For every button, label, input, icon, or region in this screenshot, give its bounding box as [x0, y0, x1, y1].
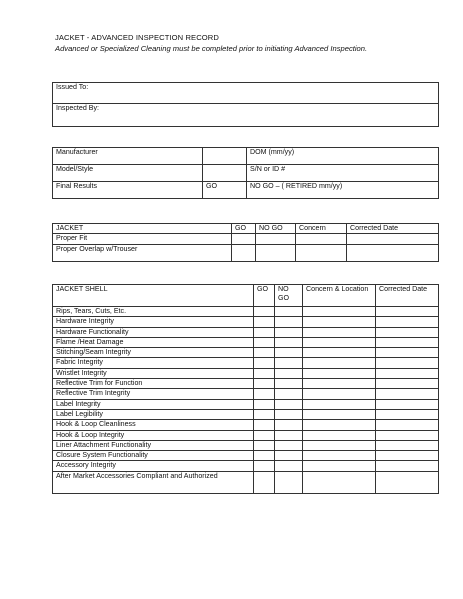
concern-cell[interactable] — [303, 317, 376, 327]
shell-row-label: Reflective Trim Integrity — [53, 389, 254, 399]
nogo-cell[interactable] — [275, 317, 303, 327]
concern-cell[interactable] — [303, 471, 376, 493]
concern-cell[interactable] — [296, 234, 347, 245]
table-row — [53, 420, 439, 430]
nogo-cell[interactable] — [275, 399, 303, 409]
final-go-label[interactable]: GO — [203, 182, 247, 199]
table-row — [53, 337, 439, 347]
concern-cell[interactable] — [303, 409, 376, 419]
table-row — [53, 461, 439, 471]
table-row — [53, 430, 439, 440]
table-row — [53, 348, 439, 358]
concern-cell[interactable] — [303, 337, 376, 347]
shell-header-go: GO — [254, 285, 275, 307]
nogo-cell[interactable] — [256, 234, 296, 245]
shell-header-corrected: Corrected Date — [376, 285, 439, 307]
corrected-cell[interactable] — [376, 399, 439, 409]
nogo-cell[interactable] — [275, 368, 303, 378]
nogo-cell[interactable] — [275, 389, 303, 399]
shell-table — [52, 284, 439, 494]
final-results-label: Final Results — [53, 182, 203, 199]
go-cell[interactable] — [254, 307, 275, 317]
shell-table-body — [53, 307, 439, 494]
shell-row-label: After Market Accessories Compliant and Authorized — [53, 471, 254, 493]
nogo-cell[interactable] — [275, 337, 303, 347]
table-row — [53, 399, 439, 409]
table-row — [53, 234, 439, 245]
shell-row-label: Wristlet Integrity — [53, 368, 254, 378]
table-row — [53, 451, 439, 461]
corrected-cell[interactable] — [347, 245, 439, 262]
issued-to-label: Issued To: — [56, 83, 89, 91]
concern-cell[interactable] — [303, 358, 376, 368]
issue-table — [52, 82, 439, 127]
shell-header-concern: Concern & Location — [303, 285, 376, 307]
concern-cell[interactable] — [303, 348, 376, 358]
corrected-cell[interactable] — [376, 348, 439, 358]
corrected-cell[interactable] — [376, 327, 439, 337]
shell-row-label: Reflective Trim for Function — [53, 379, 254, 389]
table-row — [53, 471, 439, 493]
go-cell[interactable] — [254, 430, 275, 440]
corrected-cell[interactable] — [347, 234, 439, 245]
shell-row-label: Stitching/Seam Integrity — [53, 348, 254, 358]
concern-cell[interactable] — [303, 327, 376, 337]
shell-row-label: Hardware Functionality — [53, 327, 254, 337]
jacket-row-label: Proper Overlap w/Trouser — [53, 245, 232, 262]
go-cell[interactable] — [254, 337, 275, 347]
jacket-row-label: Proper Fit — [53, 234, 232, 245]
shell-row-label: Accessory Integrity — [53, 461, 254, 471]
nogo-cell[interactable] — [275, 327, 303, 337]
table-row — [53, 317, 439, 327]
jacket-header-concern: Concern — [296, 224, 347, 234]
info-table — [52, 147, 439, 199]
shell-row-label: Hook & Loop Integrity — [53, 430, 254, 440]
dom-label: DOM (mm/yy) — [247, 148, 439, 165]
issued-to-cell[interactable] — [53, 83, 439, 104]
page-subtitle: Advanced or Specialized Cleaning must be completed prior to initiating Advanced Inspection. — [55, 44, 368, 53]
jacket-header-corrected: Corrected Date — [347, 224, 439, 234]
go-cell[interactable] — [254, 451, 275, 461]
concern-cell[interactable] — [303, 307, 376, 317]
final-nogo-label[interactable]: NO GO – ( RETIRED mm/yy) — [247, 182, 439, 199]
shell-row-label: Closure System Functionality — [53, 451, 254, 461]
go-cell[interactable] — [232, 245, 256, 262]
go-cell[interactable] — [254, 389, 275, 399]
concern-cell[interactable] — [303, 399, 376, 409]
corrected-cell[interactable] — [376, 337, 439, 347]
corrected-cell[interactable] — [376, 430, 439, 440]
nogo-cell[interactable] — [275, 379, 303, 389]
shell-row-label: Hook & Loop Cleanliness — [53, 420, 254, 430]
go-cell[interactable] — [254, 409, 275, 419]
go-cell[interactable] — [254, 348, 275, 358]
nogo-cell[interactable] — [275, 409, 303, 419]
shell-row-label: Label Legibility — [53, 409, 254, 419]
nogo-cell[interactable] — [275, 471, 303, 493]
go-cell[interactable] — [254, 461, 275, 471]
go-cell[interactable] — [254, 399, 275, 409]
table-row — [53, 389, 439, 399]
go-cell[interactable] — [254, 379, 275, 389]
concern-cell[interactable] — [303, 389, 376, 399]
nogo-cell[interactable] — [275, 307, 303, 317]
nogo-cell[interactable] — [275, 440, 303, 450]
concern-cell[interactable] — [303, 461, 376, 471]
concern-cell[interactable] — [303, 420, 376, 430]
table-row — [53, 440, 439, 450]
go-cell[interactable] — [232, 234, 256, 245]
concern-cell[interactable] — [303, 368, 376, 378]
inspected-by-cell[interactable] — [53, 104, 439, 127]
go-cell[interactable] — [254, 420, 275, 430]
go-cell[interactable] — [254, 440, 275, 450]
jacket-table — [52, 223, 439, 262]
concern-cell[interactable] — [303, 430, 376, 440]
table-row — [53, 358, 439, 368]
nogo-cell[interactable] — [275, 358, 303, 368]
corrected-cell[interactable] — [376, 471, 439, 493]
go-cell[interactable] — [254, 317, 275, 327]
jacket-header-nogo: NO GO — [256, 224, 296, 234]
corrected-cell[interactable] — [376, 379, 439, 389]
nogo-cell[interactable] — [275, 451, 303, 461]
table-row — [53, 327, 439, 337]
sn-label: S/N or ID # — [247, 165, 439, 182]
table-row — [53, 368, 439, 378]
inspected-by-label: Inspected By: — [56, 104, 99, 112]
nogo-cell[interactable] — [275, 430, 303, 440]
go-cell[interactable] — [254, 368, 275, 378]
page-title: JACKET - ADVANCED INSPECTION RECORD — [55, 33, 219, 42]
shell-row-label: Flame /Heat Damage — [53, 337, 254, 347]
jacket-header-item: JACKET — [53, 224, 232, 234]
table-row — [53, 379, 439, 389]
shell-row-label: Label Integrity — [53, 399, 254, 409]
concern-cell[interactable] — [296, 245, 347, 262]
corrected-cell[interactable] — [376, 307, 439, 317]
shell-row-label: Liner Attachment Functionality — [53, 440, 254, 450]
concern-cell[interactable] — [303, 451, 376, 461]
corrected-cell[interactable] — [376, 368, 439, 378]
corrected-cell[interactable] — [376, 317, 439, 327]
shell-row-label: Rips, Tears, Cuts, Etc. — [53, 307, 254, 317]
shell-row-label: Hardware Integrity — [53, 317, 254, 327]
manufacturer-label: Manufacturer — [53, 148, 203, 165]
shell-row-label: Fabric Integrity — [53, 358, 254, 368]
jacket-header-go: GO — [232, 224, 256, 234]
go-cell[interactable] — [254, 327, 275, 337]
corrected-cell[interactable] — [376, 440, 439, 450]
corrected-cell[interactable] — [376, 409, 439, 419]
corrected-cell[interactable] — [376, 420, 439, 430]
table-row — [53, 245, 439, 262]
table-row — [53, 307, 439, 317]
corrected-cell[interactable] — [376, 451, 439, 461]
corrected-cell[interactable] — [376, 358, 439, 368]
nogo-cell[interactable] — [275, 348, 303, 358]
corrected-cell[interactable] — [376, 389, 439, 399]
corrected-cell[interactable] — [376, 461, 439, 471]
go-cell[interactable] — [254, 471, 275, 493]
model-value-cell[interactable] — [203, 165, 247, 182]
shell-header-item: JACKET SHELL — [53, 285, 254, 307]
nogo-cell[interactable] — [275, 461, 303, 471]
table-row — [53, 409, 439, 419]
concern-cell[interactable] — [303, 379, 376, 389]
shell-header-nogo: NO GO — [275, 285, 303, 307]
concern-cell[interactable] — [303, 440, 376, 450]
manufacturer-value-cell[interactable] — [203, 148, 247, 165]
nogo-cell[interactable] — [275, 420, 303, 430]
go-cell[interactable] — [254, 358, 275, 368]
model-label: Model/Style — [53, 165, 203, 182]
nogo-cell[interactable] — [256, 245, 296, 262]
